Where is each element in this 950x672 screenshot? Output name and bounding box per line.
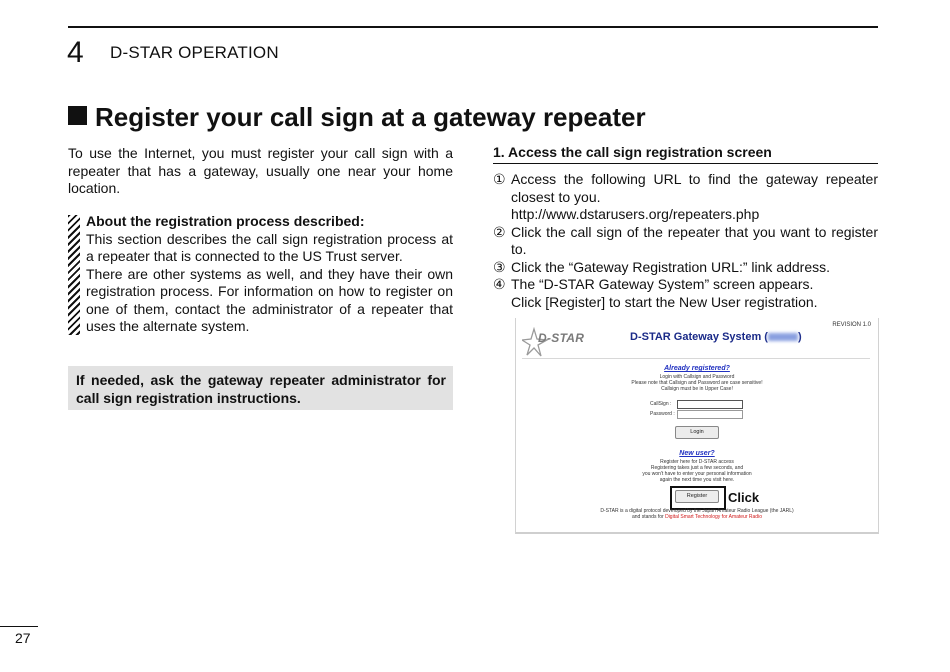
footer-prefix: and stands for: [632, 514, 666, 520]
gateway-title-suffix: ): [797, 331, 802, 343]
gateway-title-prefix: D-STAR Gateway System (: [630, 331, 768, 343]
list-item: [493, 259, 878, 277]
footer-line: D-STAR is a digital protocol developed by the Japan Amateur Radio League (the JARL): [600, 508, 794, 514]
step-list: [493, 171, 878, 311]
footer-rule: [0, 626, 38, 627]
dstar-logo-text: D-STAR: [538, 331, 585, 345]
new-user-link[interactable]: New user?: [679, 450, 715, 457]
list-item: [493, 224, 878, 259]
click-callout: Click: [728, 490, 760, 505]
chapter-number: 4: [67, 36, 84, 69]
list-item: [493, 276, 878, 311]
already-line: Callsign must be in Upper Case!: [661, 386, 733, 392]
step-heading: 1. Access the call sign registration screen: [493, 144, 878, 164]
section-title: [68, 101, 646, 133]
black-square-icon: [68, 106, 87, 125]
new-user-line: you won't have to enter your personal information: [642, 471, 752, 477]
footer-red-text: Digital Smart Technology for Amateur Radio: [665, 514, 762, 520]
callsign-label: CallSign :: [650, 401, 672, 407]
login-button[interactable]: Login: [675, 426, 719, 439]
password-label: Password :: [650, 411, 675, 417]
intro-paragraph: To use the Internet, you must register your call sign with a repeater that has a gateway, usually one near your home location.: [68, 145, 453, 196]
callsign-input[interactable]: [677, 400, 743, 409]
page-number: 27: [15, 630, 31, 646]
note-paragraph-2: There are other systems as well, and they have their own registration process. For information on how to register on one of them, contact the administrator of a repeater that uses the alternate system.: [86, 265, 453, 334]
already-line: Please note that Callsign and Password are case sensitive!: [631, 380, 763, 386]
footer-line: [516, 514, 878, 520]
note-stripe-icon: [68, 215, 80, 335]
step-marker: ④: [493, 276, 506, 292]
list-item: [493, 171, 878, 224]
already-registered-link[interactable]: Already registered?: [664, 365, 730, 372]
shaded-note-box: [68, 366, 453, 410]
step-text: Click the “Gateway Registration URL:” link address.: [511, 258, 831, 275]
note-heading: About the registration process described:: [86, 213, 365, 229]
step-text: The “D-STAR Gateway System” screen appears.: [511, 276, 814, 292]
new-user-line: Register here for D-STAR access: [660, 459, 734, 465]
shaded-note-text: If needed, ask the gateway repeater administrator for call sign registration instructions.: [76, 372, 446, 406]
url-text: http://www.dstarusers.org/repeaters.php: [511, 206, 760, 222]
header-divider: [522, 358, 870, 359]
register-button[interactable]: Register: [675, 490, 719, 503]
password-input[interactable]: [677, 410, 743, 419]
chapter-title: D-STAR OPERATION: [110, 43, 279, 62]
step-text: Click the call sign of the repeater that you want to register to.: [511, 223, 878, 257]
top-rule: [68, 26, 878, 28]
step-text: Access the following URL to find the gateway repeater closest to you.: [511, 171, 878, 205]
note-body: [86, 213, 453, 336]
gateway-screenshot: [515, 318, 879, 534]
step-text-extra: Click [Register] to start the New User registration.: [511, 293, 818, 310]
step-marker: ③: [493, 258, 506, 275]
new-user-line: again the next time you visit here.: [659, 477, 735, 483]
blurred-callsign: [768, 333, 798, 341]
registration-note: [68, 213, 453, 338]
gateway-title: [630, 331, 802, 343]
section-title-text: Register your call sign at a gateway repeater: [95, 102, 646, 132]
note-paragraph-1: This section describes the call sign registration process at a repeater that is connected to the US Trust server.: [86, 230, 453, 264]
new-user-line: Registering takes just a few seconds, and: [650, 465, 744, 471]
already-line: Login with Callsign and Password: [659, 374, 735, 380]
revision-label: REVISION 1.0: [832, 322, 871, 328]
step-marker: ①: [493, 171, 506, 187]
step-marker: ②: [493, 223, 506, 240]
